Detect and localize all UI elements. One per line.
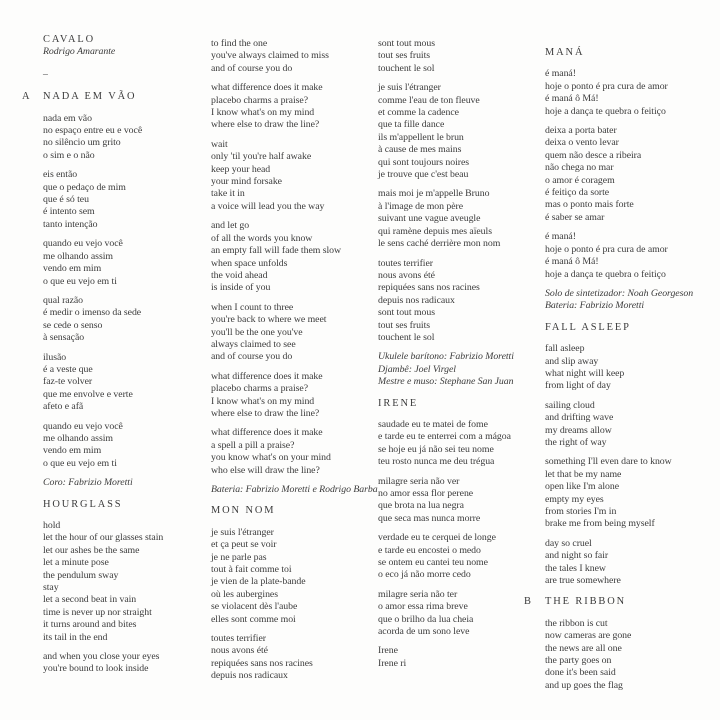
lyric-line: of all the words you know	[211, 232, 313, 244]
lyric-line: done it's been said	[545, 667, 616, 679]
lyric-line: não chega no mar	[545, 162, 614, 174]
lyric-line: é maná!	[545, 68, 576, 80]
lyric-line: day so cruel	[545, 537, 592, 549]
lyric-line: Irene ri	[378, 657, 407, 669]
lyric-line: milagre seria não ver	[378, 475, 460, 487]
lyric-line: quando eu vejo você	[43, 238, 123, 250]
lyric-line: que ta fille dance	[378, 119, 445, 131]
lyric-line: what difference does it make	[211, 427, 323, 439]
song-title	[211, 505, 379, 517]
lyric-line: hoje o ponto é pra cura de amor	[545, 80, 668, 92]
lyric-line: where else to draw the line?	[211, 119, 320, 131]
lyric-line: let our ashes be the same	[43, 544, 140, 556]
lyric-line: touchent le sol	[378, 331, 435, 343]
lyric-line: and night so fair	[545, 550, 609, 562]
lyric-line: é a veste que	[43, 363, 93, 375]
song-title	[545, 322, 717, 334]
lyric-line: let the hour of our glasses stain	[43, 532, 164, 544]
lyric-line: are true somewhere	[545, 575, 621, 587]
lyric-line: and up goes the flag	[545, 679, 623, 691]
credit-line: Mestre e muso: Stephane San Juan	[378, 376, 514, 388]
lyric-line: tout ses fruits	[378, 319, 431, 331]
lyric-line: the news are all one	[545, 642, 622, 654]
lyrics-column	[22, 34, 211, 683]
stanza	[378, 476, 546, 526]
stanza	[545, 343, 717, 393]
lyric-line: qual razão	[43, 294, 84, 306]
lyric-line: the ribbon is cut	[545, 617, 608, 629]
lyric-line: où les aubergines	[211, 588, 278, 600]
lyric-line: the right of way	[545, 436, 607, 448]
stanza	[378, 38, 546, 75]
lyric-line: no amor essa flor perene	[378, 488, 474, 499]
lyric-line: let a minute pose	[43, 557, 109, 569]
lyric-line: é maná ô Má!	[545, 256, 599, 268]
lyric-line: suivant une vague aveugle	[378, 213, 481, 225]
song-title	[545, 47, 717, 59]
lyric-line: tout ses fruits	[378, 50, 431, 62]
lyric-line: is inside of you	[211, 282, 271, 294]
lyric-line: empty my eyes	[545, 493, 604, 505]
lyric-line: é medir o imenso da sede	[43, 307, 142, 319]
lyric-line: teu rosto nunca me deu trégua	[378, 456, 495, 468]
lyric-line: o amor essa rima breve	[378, 601, 468, 613]
lyric-line: je vien de la plate-bande	[211, 576, 306, 588]
lyric-line: the void ahead	[211, 269, 268, 281]
lyric-line: deixa a porta bater	[545, 125, 617, 137]
lyric-line: no silêncio um grito	[43, 137, 121, 149]
album-title-block	[43, 34, 211, 59]
lyric-line: o que eu vejo em ti	[43, 457, 117, 469]
lyric-line: and drifting wave	[545, 412, 614, 424]
song-title	[524, 596, 717, 608]
stanza	[211, 38, 379, 75]
lyric-line: only 'til you're half awake	[211, 151, 312, 163]
lyric-line: et comme la cadence	[378, 107, 459, 119]
lyric-line: hoje a dança te quebra o feitiço	[545, 268, 666, 280]
credit-line: Bateria: Fabrizio Moretti e Rodrigo Barba	[211, 484, 378, 495]
section-divider: –	[43, 68, 48, 80]
lyric-line: a spell a pill a praise?	[211, 439, 295, 451]
lyric-line: o sim e o não	[43, 149, 95, 161]
lyric-line: hoje o ponto é pra cura de amor	[545, 243, 668, 255]
lyric-line: o amor é coragem	[545, 174, 615, 186]
lyric-line: que me envolve e verte	[43, 388, 133, 400]
stanza	[43, 520, 211, 644]
lyric-line: no espaço entre eu e você	[43, 125, 143, 137]
stanza	[545, 125, 717, 224]
lyric-line: you're back to where we meet	[211, 314, 327, 326]
lyric-line: hold	[43, 520, 61, 531]
lyric-line: que brota na lua negra	[378, 500, 464, 512]
stanza	[545, 618, 717, 692]
lyric-line: when space unfolds	[211, 257, 288, 269]
lyric-line: o eco já não morre cedo	[378, 569, 471, 581]
lyric-line: tanto intenção	[43, 218, 98, 230]
lyric-line: hoje a dança te quebra o feitiço	[545, 105, 666, 117]
lyric-line: saudade eu te matei de fome	[378, 418, 488, 430]
lyric-line: elles sont comme moi	[211, 613, 296, 625]
lyric-line: when I count to three	[211, 301, 294, 313]
lyric-line: Irene	[378, 645, 398, 657]
lyric-line: placebo charms a praise?	[211, 94, 308, 106]
lyric-line: e tarde eu te enterrei com a mágoa	[378, 431, 511, 443]
lyric-line: to find the one	[211, 38, 268, 49]
stanza	[545, 231, 717, 281]
song-title	[22, 91, 211, 103]
lyric-line: je trouve que c'est beau	[378, 169, 469, 181]
lyric-line: sont tout mous	[378, 307, 436, 319]
lyric-line: my dreams allow	[545, 424, 612, 436]
lyric-line: o que eu vejo em ti	[43, 275, 117, 287]
stanza	[211, 220, 379, 294]
lyric-line: se cede o senso	[43, 319, 103, 331]
lyric-line: now cameras are gone	[545, 630, 632, 642]
lyric-line: where else to draw the line?	[211, 407, 320, 419]
lyric-line: tout à fait comme toi	[211, 564, 292, 576]
lyric-line: repiquées sans nos racines	[378, 282, 480, 294]
lyric-line: what night will keep	[545, 367, 625, 379]
lyric-line: I know what's on my mind	[211, 395, 315, 407]
lyric-line: à l'image de mon père	[378, 200, 464, 212]
stanza	[545, 68, 717, 118]
song-title-text: NADA EM VÃO	[43, 91, 137, 103]
lyric-line: wait	[211, 138, 228, 150]
stanza	[43, 651, 211, 676]
credit-line: Bateria: Fabrizio Moretti	[545, 300, 645, 312]
side-label: B	[524, 596, 531, 608]
song-title-text: MON NOM	[211, 505, 276, 517]
lyric-line: que o pedaço de mim	[43, 181, 126, 193]
lyric-line: é maná!	[545, 231, 576, 243]
lyric-line: always claimed to see	[211, 338, 296, 350]
lyric-line: what difference does it make	[211, 370, 323, 382]
song-title-text: IRENE	[378, 397, 419, 409]
stanza	[545, 456, 717, 530]
credit-line: Ukulele barítono: Fabrizio Moretti	[378, 351, 514, 363]
lyric-line: and slip away	[545, 355, 599, 367]
stanza	[378, 82, 546, 181]
lyric-line: se ontem eu cantei teu nome	[378, 557, 488, 569]
lyric-line: and of course you do	[211, 351, 293, 363]
lyric-line: brake me from being myself	[545, 518, 655, 530]
lyric-line: the pendulum sway	[43, 569, 119, 581]
lyric-line: touchent le sol	[378, 62, 435, 74]
lyric-line: your mind forsake	[211, 176, 282, 188]
stanza	[43, 169, 211, 231]
stanza	[211, 302, 379, 364]
album-title: CAVALO	[43, 34, 96, 45]
lyric-line: ilusão	[43, 351, 67, 363]
stanza	[378, 258, 546, 345]
lyric-line: me olhando assim	[43, 432, 113, 444]
lyrics-column	[524, 38, 717, 699]
stanza	[545, 538, 717, 588]
lyric-line: from light of day	[545, 380, 611, 392]
lyric-line: toutes terrifier	[211, 633, 266, 645]
lyric-line: afeto e afã	[43, 401, 84, 413]
stanza	[378, 532, 546, 582]
lyric-line: you'll be the one you've	[211, 326, 303, 338]
lyric-line: milagre seria não ter	[378, 588, 458, 600]
lyric-line: qui sont toujours noires	[378, 156, 470, 168]
lyric-line: and let go	[211, 220, 250, 232]
lyric-line: é intento sem	[43, 206, 95, 218]
lyric-line: me olhando assim	[43, 250, 113, 262]
lyric-line: let that be my name	[545, 468, 622, 480]
lyric-line: time is never up nor straight	[43, 606, 152, 618]
lyric-line: nous avons été	[378, 269, 435, 281]
credits	[211, 484, 379, 496]
lyric-line: something I'll even dare to know	[545, 456, 672, 468]
stanza	[211, 427, 379, 477]
lyric-line: keep your head	[211, 163, 271, 175]
stanza	[211, 371, 379, 421]
lyric-line: deixa o vento levar	[545, 137, 619, 149]
stanza	[378, 419, 546, 469]
lyric-line: depuis nos radicaux	[378, 294, 455, 306]
album-artist: Rodrigo Amarante	[43, 46, 116, 58]
lyric-line: stay	[43, 582, 59, 594]
lyric-line: je ne parle pas	[211, 551, 267, 563]
credit-line: Djambê: Joel Virgel	[378, 363, 456, 375]
lyric-line: que é só teu	[43, 194, 89, 206]
stanza	[43, 238, 211, 288]
lyrics-column	[211, 38, 379, 690]
stanza	[211, 527, 379, 626]
lyric-line: je suis l'étranger	[211, 526, 274, 538]
lyric-line: nada em vão	[43, 112, 92, 124]
lyric-line: e tarde eu encostei o medo	[378, 544, 481, 556]
lyric-line: et ça peut se voir	[211, 539, 277, 551]
stanza	[378, 188, 546, 250]
lyric-line: é maná ô Má!	[545, 93, 599, 105]
lyric-line: who else will draw the line?	[211, 464, 320, 476]
lyric-line: repiquées sans nos racines	[211, 657, 313, 669]
lyric-line: sailing cloud	[545, 399, 595, 411]
lyric-line: le sens caché derrière mon nom	[378, 238, 501, 250]
stanza	[378, 589, 546, 639]
lyric-line: que seca mas nunca morre	[378, 512, 481, 524]
lyric-line: acorda de um sono leve	[378, 626, 470, 638]
lyric-line: mais moi je m'appelle Bruno	[378, 188, 490, 200]
lyric-line: é saber se amar	[545, 211, 605, 223]
lyric-line: comme l'eau de ton fleuve	[378, 94, 480, 106]
lyric-line: sont tout mous	[378, 38, 436, 49]
credits	[43, 477, 211, 489]
lyric-line: I know what's on my mind	[211, 107, 315, 119]
lyric-line: quem não desce a ribeira	[545, 149, 642, 161]
song-title-text: HOURGLASS	[43, 498, 123, 510]
lyric-line: toutes terrifier	[378, 257, 433, 269]
lyric-line: and of course you do	[211, 62, 293, 74]
lyric-line: a voice will lead you the way	[211, 200, 325, 212]
lyric-line: verdade eu te cerquei de longe	[378, 532, 496, 544]
stanza	[43, 295, 211, 345]
song-title-text: MANÁ	[545, 47, 585, 58]
lyric-line: depuis nos radicaux	[211, 670, 288, 682]
lyric-line: quando eu vejo você	[43, 420, 123, 432]
lyric-line: an empty fall will fade them slow	[211, 245, 342, 257]
song-title-text: FALL ASLEEP	[545, 321, 631, 333]
lyric-line: que o brilho da lua cheia	[378, 613, 474, 625]
song-title	[378, 398, 546, 410]
lyric-line: you know what's on your mind	[211, 452, 331, 464]
stanza	[211, 82, 379, 132]
song-title	[43, 499, 211, 511]
lyric-line: fall asleep	[545, 343, 585, 355]
credit-line: Solo de sintetizador: Noah Georgeson	[545, 287, 694, 299]
stanza	[378, 645, 546, 670]
credit-line: Coro: Fabrizio Moretti	[43, 477, 133, 489]
lyric-line: the party goes on	[545, 655, 612, 667]
lyric-line: qui ramène depuis mes aïeuls	[378, 225, 492, 237]
lyric-line: é feitiço da sorte	[545, 187, 610, 199]
lyric-line: placebo charms a praise?	[211, 383, 308, 395]
lyric-line: faz-te volver	[43, 376, 93, 388]
lyric-line: nous avons été	[211, 645, 268, 657]
lyric-line: ils m'appellent le brun	[378, 131, 464, 143]
lyric-line: à sensação	[43, 332, 85, 344]
lyric-line: its tail in the end	[43, 631, 108, 643]
lyric-line: eis então	[43, 169, 78, 181]
credits	[545, 288, 717, 313]
lyric-line: open like I'm alone	[545, 481, 619, 493]
lyric-line: vendo em mim	[43, 445, 102, 457]
lyric-line: take it in	[211, 188, 245, 200]
lyric-line: it turns around and bites	[43, 619, 137, 631]
stanza	[43, 421, 211, 471]
lyric-line: and when you close your eyes	[43, 651, 160, 663]
lyrics-column	[378, 38, 546, 677]
credits	[378, 351, 546, 388]
lyric-line: you've always claimed to miss	[211, 50, 329, 62]
lyric-line: from stories I'm in	[545, 506, 617, 517]
lyric-line: you're bound to look inside	[43, 663, 149, 675]
lyric-line: se violacent dès l'aube	[211, 601, 298, 613]
lyric-line: à cause de mes mains	[378, 144, 462, 156]
lyric-line: the tales I knew	[545, 562, 606, 574]
side-label: A	[22, 91, 30, 103]
stanza	[43, 352, 211, 414]
lyric-line: se hoje eu já não sei teu nome	[378, 443, 494, 455]
lyric-line: what difference does it make	[211, 82, 323, 94]
song-title-text: THE RIBBON	[545, 596, 627, 608]
lyric-line: vendo em mim	[43, 263, 102, 275]
lyric-line: je suis l'étranger	[378, 82, 441, 94]
stanza	[43, 113, 211, 163]
stanza	[545, 400, 717, 450]
lyric-line: let a second beat in vain	[43, 594, 137, 606]
lyric-line: mas o ponto mais forte	[545, 199, 634, 211]
stanza	[211, 633, 379, 683]
stanza	[211, 139, 379, 213]
